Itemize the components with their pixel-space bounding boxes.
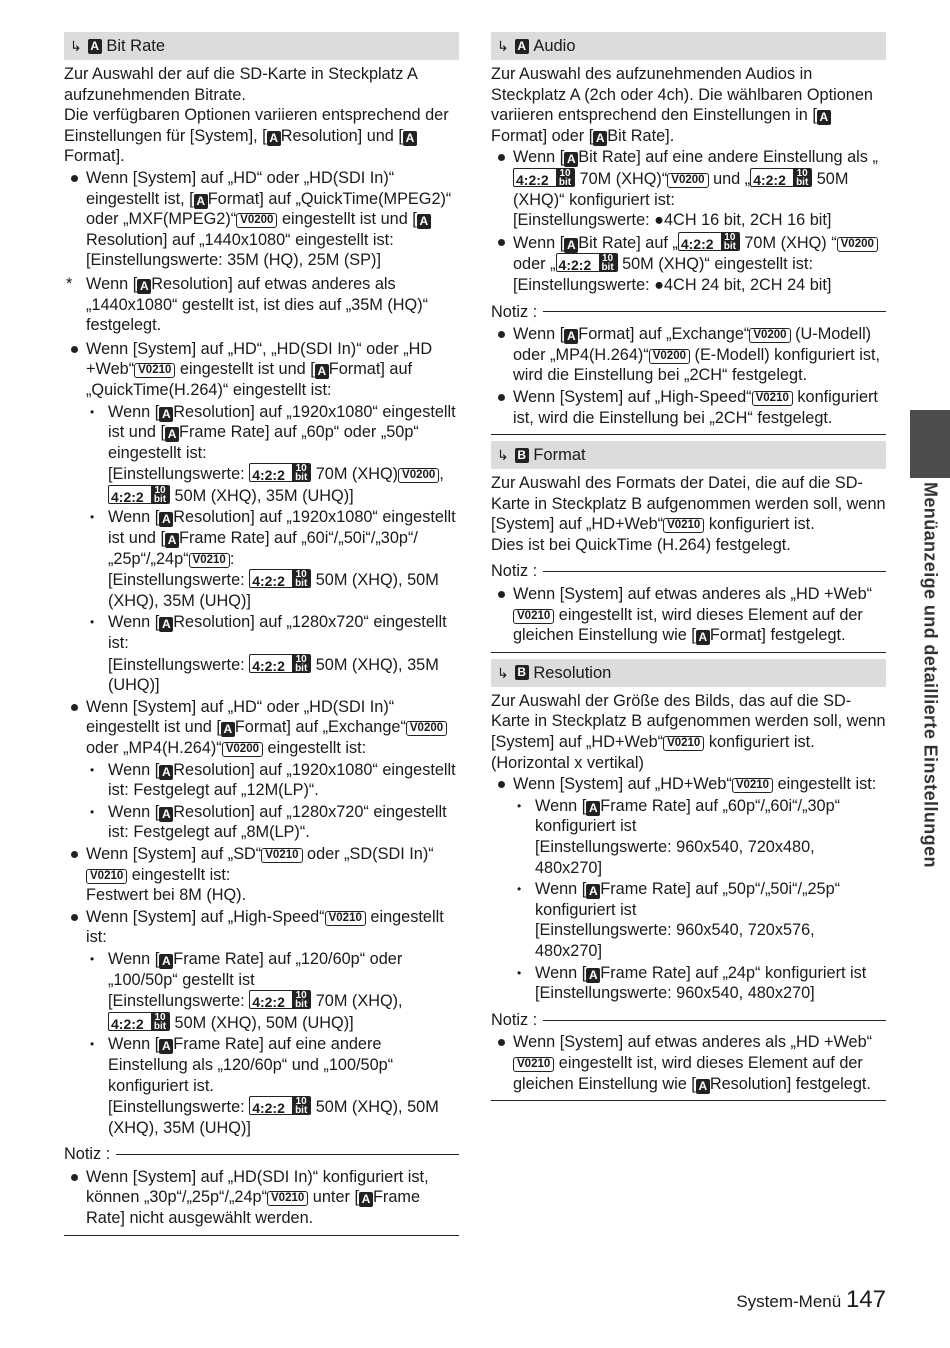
submenu-arrow-icon: ↳ [497,37,509,54]
sub-list-item: • Wenn [ A Frame Rate] auf „60p“/„60i“/„30p“ konfiguriert ist [Einstellungswerte: 960x540, 720x480, 480x270] [491,796,886,878]
paragraph: Dies ist bei QuickTime (H.264) festgelegt. [491,535,791,554]
note-header: Notiz : [491,561,886,582]
chroma-422-10bit-icon: 4:2:2 10 bit [513,168,575,187]
sub-list-item: • Wenn [ A Resolution] auf „1280x720“ eingestellt ist: Festgelegt auf „8M(LP)“. [64,802,459,843]
list-item: Wenn [System] auf „SD“ V0210 oder „SD(SDI In)“ V0210 eingestellt ist: Festwert bei 8M (HQ). [64,844,459,906]
format-heading [491,441,886,469]
paragraph: Zur Auswahl des Formats der Datei, die auf die SD-Karte in Steckplatz B aufgenommen werden soll, wenn [System] auf „HD+Web“ V0210 konfiguriert ist. [491,474,886,534]
list-item: Wenn [System] auf „HD+Web“ V0210 eingestellt ist: [491,774,886,795]
note-item: Wenn [ A Format] auf „Exchange“ V0200 (U-Modell) oder „MP4(H.264)“ V0200 (E-Modell) konfiguriert ist, wird die Einstellung bei „2CH“ festgelegt. [491,324,886,386]
note-header: Notiz : [491,1010,886,1031]
list-item: Wenn [System] auf „HD“, „HD(SDI In)“ oder „HD +Web“ V0210 eingestellt ist und [ A Format] auf „QuickTime(H.264)“ eingestellt ist: [64,339,459,401]
list-item: Wenn [System] auf „HD“ oder „HD(SDI In)“ eingestellt ist und [ A Format] auf „Exchange“ V0200 oder „MP4(H.264)“ V0200 eingestellt ist: [64,697,459,759]
note-item: Wenn [System] auf etwas anderes als „HD +Web“V0210 eingestellt ist, wird dieses Element auf der gleichen Einstellung wie [ A Format] festgelegt. [491,584,886,646]
chroma-422-10bit-icon: 4:2:2 10 bit [249,654,311,673]
page-footer [736,1286,886,1313]
section-end-rule [491,1100,886,1101]
chapter-side-label: Menüanzeige und detaillierte Einstellungen [920,482,941,868]
sub-list-item: • Wenn [ A Frame Rate] auf „50p“/„50i“/„25p“ konfiguriert ist [Einstellungswerte: 960x540, 720x576, 480x270] [491,879,886,961]
slot-a-badge: A [403,131,417,146]
paragraph: Zur Auswahl des aufzunehmenden Audios in Steckplatz A (2ch oder 4ch). Die wählbaren Optionen variieren entsprechend den Einstellungen in [ AFormat] oder [ A Bit Rate]. [491,65,873,145]
page-number: 147 [845,1286,886,1313]
paragraph: (Horizontal x vertikal) [491,753,644,772]
left-column [64,32,459,1236]
section-title: Bit Rate [106,36,166,55]
sub-list-item: • Wenn [ A Frame Rate] auf eine andere Einstellung als „120/60p“ und „100/50p“ konfiguriert ist. [Einstellungswerte: 4:2:2 10 bit 50M (XHQ), 50M (XHQ), 35M (UHQ)] [64,1034,459,1138]
chroma-422-10bit-icon: 4:2:2 10 bit [556,253,618,272]
section-end-rule [64,1235,459,1236]
paragraph: Zur Auswahl der Größe des Bilds, das auf die SD-Karte in Steckplatz B aufgenommen werden soll, wenn [System] auf „HD+Web“ V0210 konfiguriert ist. [491,691,886,752]
chapter-tab [910,410,950,478]
footer-label: System-Menü [736,1292,842,1311]
sub-list-item: • Wenn [ A Resolution] auf „1920x1080“ eingestellt ist und [ A Frame Rate] auf „60i“/„50i“/„30p“/„25p“/„24p“ V0210 : [Einstellungswerte: 4:2:2 10 bit 50M (XHQ), 50M (XHQ), 35M (UHQ)] [64,507,459,611]
list-item: Wenn [System] auf „HD“ oder „HD(SDI In)“ eingestellt ist, [ A Format] auf „QuickTime(MPEG2)“ oder „MXF(MPEG2)“ V0200 eingestellt ist und [ AResolution] auf „1440x1080“ eingestellt ist: [Einstellungswerte: 35M (HQ), 25M (SP)] [64,168,459,271]
chroma-422-10bit-icon: 4:2:2 10 bit [108,485,170,504]
right-column [491,32,886,1101]
sub-list-item: • Wenn [ A Frame Rate] auf „24p“ konfiguriert ist [Einstellungswerte: 960x540, 480x270] [491,963,886,1004]
note-header: Notiz : [491,302,886,323]
list-item: Wenn [ A Bit Rate] auf „ 4:2:2 10 bit 70M (XHQ) “ V0200 oder „ 4:2:2 10 bit 50M (XHQ)“ eingestellt ist: [Einstellungswerte: ●4CH 24 bit, 2CH 24 bit] [491,232,886,296]
list-item: Wenn [System] auf „High-Speed“ V0210 eingestellt ist: [64,907,459,948]
slot-b-badge: B [515,665,529,680]
paragraph: Die verfügbaren Optionen variieren entsprechend der Einstellungen für [System], [ A Resolution] und [ AFormat]. [64,106,449,166]
chroma-422-10bit-icon: 4:2:2 10 bit [108,1012,170,1031]
section-title: Format [533,445,586,464]
list-item: Wenn [ A Bit Rate] auf eine andere Einstellung als „ 4:2:2 10 bit 70M (XHQ)“ V0200 und „ 4:2:2 10 bit 50M (XHQ)“ konfiguriert ist: [Einstellungswerte: ●4CH 16 bit, 2CH 16 bit] [491,147,886,230]
note-header: Notiz : [64,1144,459,1165]
chroma-422-10bit-icon: 4:2:2 10 bit [249,569,311,588]
submenu-arrow-icon: ↳ [70,37,82,54]
audio-heading [491,32,886,60]
resolution-heading [491,659,886,687]
submenu-arrow-icon: ↳ [497,664,509,681]
slot-a-badge: A [515,39,529,54]
paragraph: Zur Auswahl der auf die SD-Karte in Steckplatz A aufzunehmenden Bitrate. [64,65,417,104]
note-item: Wenn [System] auf „High-Speed“ V0210 konfiguriert ist, wird die Einstellung bei „2CH“ festgelegt. [491,387,886,428]
chroma-422-10bit-icon: 4:2:2 10 bit [249,1096,311,1115]
slot-a-badge: A [267,131,281,146]
note-item: Wenn [System] auf etwas anderes als „HD +Web“V0210 eingestellt ist, wird dieses Element auf der gleichen Einstellung wie [ A Resolution] festgelegt. [491,1032,886,1094]
section-title: Audio [533,36,576,55]
section-title: Resolution [533,663,612,682]
chroma-422-10bit-icon: 4:2:2 10 bit [249,990,311,1009]
sub-list-item: • Wenn [ A Resolution] auf „1920x1080“ eingestellt ist: Festgelegt auf „12M(LP)“. [64,760,459,801]
slot-b-badge: B [515,448,529,463]
sub-list-item: • Wenn [ A Resolution] auf „1280x720“ eingestellt ist: [Einstellungswerte: 4:2:2 10 bit 50M (XHQ), 35M (UHQ)] [64,612,459,695]
chroma-422-10bit-icon: 4:2:2 10 bit [678,232,740,251]
chroma-422-10bit-icon: 4:2:2 10 bit [249,463,311,482]
chroma-422-10bit-icon: 4:2:2 10 bit [750,168,812,187]
version-tag: V0200 [236,213,277,228]
sub-list-item: • Wenn [ A Resolution] auf „1920x1080“ eingestellt ist und [ A Frame Rate] auf „60p“ oder „50p“ eingestellt ist: [Einstellungswerte: 4:2:2 10 bit 70M (XHQ) V0200 , 4:2:2 10 bit 50M (XHQ), 35M (UHQ)] [64,402,459,507]
sub-list-item: • Wenn [ A Frame Rate] auf „120/60p“ oder „100/50p“ gestellt ist [Einstellungswerte: 4:2:2 10 bit 70M (XHQ), 4:2:2 10 bit 50M (XHQ), 50M (UHQ)] [64,949,459,1033]
bit-rate-heading [64,32,459,60]
footnote: * Wenn [ A Resolution] auf etwas anderes als „1440x1080“ gestellt ist, ist dies auf „35M (HQ)“ festgelegt. [64,274,459,336]
submenu-arrow-icon: ↳ [497,446,509,463]
slot-a-badge: A [88,39,102,54]
note-item: Wenn [System] auf „HD(SDI In)“ konfiguriert ist, können „30p“/„25p“/„24p“ V0210 unter [ A Frame Rate] nicht ausgewählt werden. [64,1167,459,1229]
